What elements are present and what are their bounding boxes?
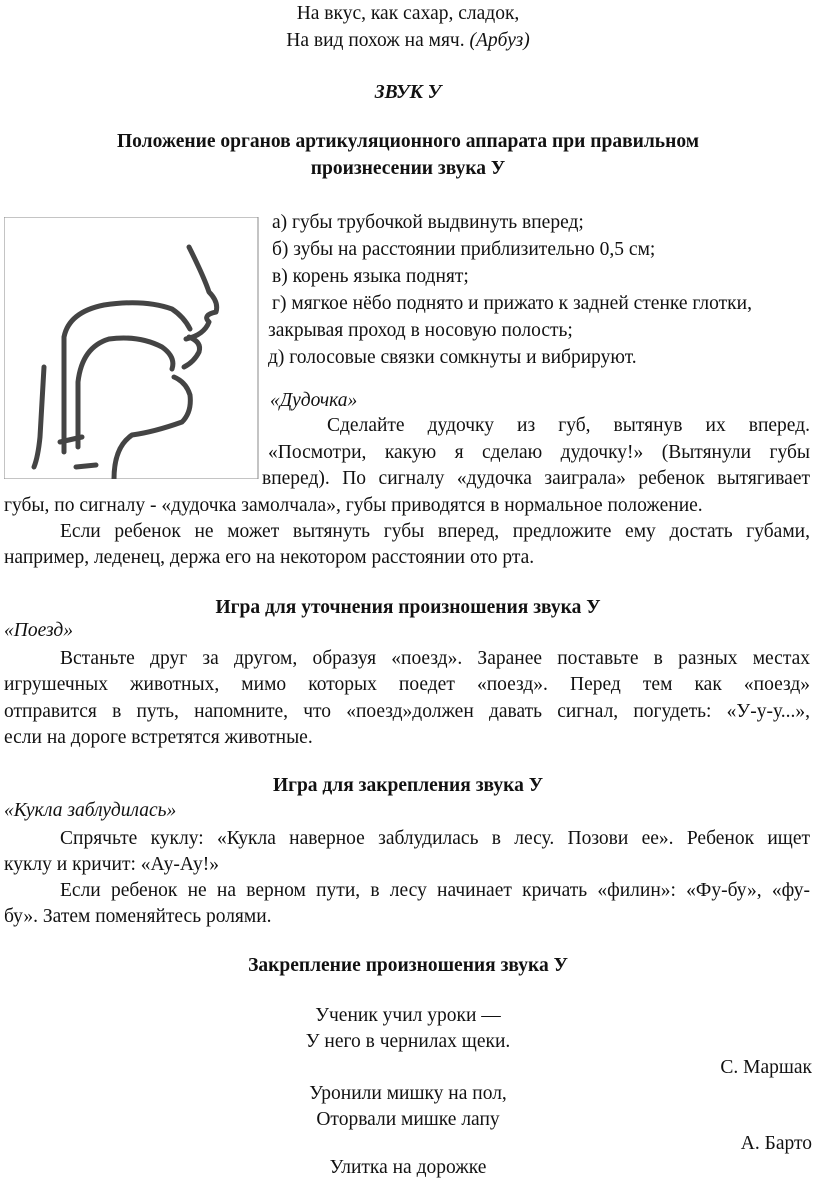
riddle-answer: (Арбуз) [469,30,530,51]
dudochka-line-6: например, леденец, держа его на некотором расстоянии ото рта. [4,547,535,568]
game1-heading: Игра для уточнения произношения звука У [215,597,601,618]
riddle-line-1: На вкус, как сахар, сладок, [296,3,520,24]
position-item-d-cont: закрывая проход в носовую полость; [268,320,573,341]
dudochka-line-4: губы, по сигналу - «дудочка замолчала», губы приводятся в нормальное положение. [4,495,703,516]
poem3-line-1: Улитка на дорожке [329,1157,487,1178]
poem1-line-1: Ученик учил уроки — [315,1005,501,1026]
game2-heading: Игра для закрепления звука У [272,775,544,796]
dudochka-line-1: Сделайте дудочку из губ, вытянув их вперед. [327,415,810,436]
poem2-author: А. Барто [740,1133,812,1154]
dudochka-title: «Дудочка» [270,390,358,411]
riddle-text: На вид похож на мяч. [286,30,465,51]
position-item-a: а) губы трубочкой выдвинуть вперед; [272,212,584,233]
poem2-line-2: Оторвали мишке лапу [316,1109,500,1130]
game1-title: «Поезд» [4,620,73,641]
poem2-line-1: Уронили мишку на пол, [309,1083,507,1104]
riddle-line-2 [0,31,816,51]
game2-line-3: Если ребенок не на верном пути, в лесу начинает кричать «филин»: «Фу-бу», «фу- [60,880,810,901]
articulation-profile-icon [4,217,260,479]
poem1-author: С. Маршак [720,1057,812,1078]
game2-line-4: бу». Затем поменяйтесь ролями. [4,906,272,927]
game1-line-2: игрушечных животных, мимо которых поедет «поезд». Перед тем как «поезд» [4,674,810,695]
position-item-d: г) мягкое нёбо поднято и прижато к задней стенке глотки, [272,293,752,314]
position-item-b: б) зубы на расстоянии приблизительно 0,5 см; [272,239,656,260]
position-heading-line-2: произнесении звука У [310,158,506,179]
game2-line-1: Спрячьте куклу: «Кукла наверное заблудилась в лесу. Позови ее». Ребенок ищет [60,828,810,849]
position-item-c: в) корень языка поднят; [272,266,469,287]
dudochka-line-2: «Посмотри, какую я сделаю дудочку!» (Вытянули губы [268,442,810,463]
game2-title: «Кукла заблудилась» [4,800,177,821]
consolidation-heading: Закрепление произношения звука У [248,955,568,976]
game1-line-4: если на дороге встретятся животные. [4,727,313,748]
position-heading-line-1: Положение органов артикуляционного аппарата при правильном [117,131,699,152]
dudochka-line-5: Если ребенок не может вытянуть губы вперед, предложите ему достать губами, [60,521,810,542]
position-item-e: д) голосовые связки сомкнуты и вибрируют. [268,347,637,368]
dudochka-line-3: вперед). По сигналу «дудочка заиграла» ребенок вытягивает [262,468,810,489]
game1-line-1: Встаньте друг за другом, образуя «поезд». Заранее поставьте в разных местах [60,648,810,669]
game1-line-3: отправится в путь, напомните, что «поезд»должен давать сигнал, погудеть: «У-у-у...», [4,701,810,722]
game2-line-2: куклу и кричит: «Ау-Ау!» [4,854,220,875]
sound-title: ЗВУК У [374,82,442,103]
poem1-line-2: У него в чернилах щеки. [305,1031,511,1052]
